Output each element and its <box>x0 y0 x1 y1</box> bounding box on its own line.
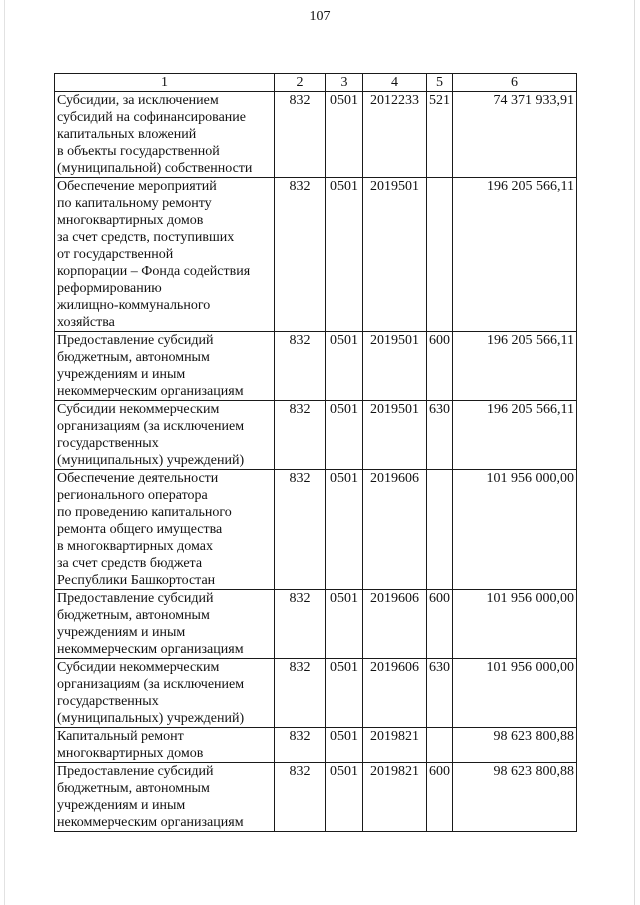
row-name-cell <box>55 763 275 832</box>
table-row <box>55 178 577 332</box>
row-ministry-code: 832 <box>275 763 326 832</box>
row-amount: 196 205 566,11 <box>453 401 577 470</box>
row-ministry-code: 832 <box>275 332 326 401</box>
row-name-line: по капитальному ремонту <box>57 196 212 211</box>
row-name-line: (муниципальных) учреждений) <box>57 711 245 726</box>
table-row <box>55 92 577 178</box>
header-col-3: 3 <box>326 74 363 92</box>
table-header-row <box>55 74 577 92</box>
row-section-code: 0501 <box>326 401 363 470</box>
row-ministry-code: 832 <box>275 92 326 178</box>
row-amount: 196 205 566,11 <box>453 332 577 401</box>
row-name-line: (муниципальных) учреждений) <box>57 453 245 468</box>
row-section-code: 0501 <box>326 590 363 659</box>
row-expense-type: 630 <box>427 659 453 728</box>
table-body <box>55 92 577 832</box>
row-name-line: государственных <box>57 694 159 709</box>
row-target-article: 2012233 <box>363 92 427 178</box>
row-name-line: ремонта общего имущества <box>57 522 223 537</box>
row-expense-type <box>427 470 453 590</box>
row-name-line: некоммерческим организациям <box>57 815 244 830</box>
header-col-1: 1 <box>55 74 275 92</box>
row-section-code: 0501 <box>326 728 363 763</box>
row-name-line: Обеспечение деятельности <box>57 471 219 486</box>
row-expense-type: 630 <box>427 401 453 470</box>
row-ministry-code: 832 <box>275 728 326 763</box>
row-target-article: 2019606 <box>363 470 427 590</box>
row-name-line: хозяйства <box>57 315 115 330</box>
row-name-cell <box>55 470 275 590</box>
row-target-article: 2019501 <box>363 401 427 470</box>
row-name-cell <box>55 401 275 470</box>
row-name-cell <box>55 659 275 728</box>
row-ministry-code: 832 <box>275 659 326 728</box>
budget-table <box>54 73 577 832</box>
row-name-cell <box>55 178 275 332</box>
row-name-line: Республики Башкортостан <box>57 573 216 588</box>
row-name-line: Предоставление субсидий <box>57 591 214 606</box>
row-name-line: Обеспечение мероприятий <box>57 179 217 194</box>
row-section-code: 0501 <box>326 332 363 401</box>
table-row <box>55 590 577 659</box>
row-name-line: реформированию <box>57 281 162 296</box>
row-section-code: 0501 <box>326 763 363 832</box>
table-row <box>55 470 577 590</box>
row-name-cell <box>55 332 275 401</box>
row-amount: 98 623 800,88 <box>453 728 577 763</box>
row-section-code: 0501 <box>326 659 363 728</box>
row-amount: 101 956 000,00 <box>453 470 577 590</box>
row-name-line: за счет средств, поступивших <box>57 230 235 245</box>
row-expense-type: 521 <box>427 92 453 178</box>
row-expense-type: 600 <box>427 763 453 832</box>
header-col-2: 2 <box>275 74 326 92</box>
table-row <box>55 332 577 401</box>
row-name-line: за счет средств бюджета <box>57 556 203 571</box>
table-row <box>55 728 577 763</box>
table-row <box>55 401 577 470</box>
row-name-line: регионального оператора <box>57 488 208 503</box>
row-expense-type <box>427 178 453 332</box>
row-section-code: 0501 <box>326 470 363 590</box>
row-target-article: 2019501 <box>363 332 427 401</box>
scan-edge-right <box>634 0 635 905</box>
row-name-line: некоммерческим организациям <box>57 642 244 657</box>
row-ministry-code: 832 <box>275 590 326 659</box>
row-amount: 196 205 566,11 <box>453 178 577 332</box>
row-name-line: организациям (за исключением <box>57 677 245 692</box>
row-name-line: бюджетным, автономным <box>57 350 210 365</box>
row-target-article: 2019606 <box>363 659 427 728</box>
row-name-line: от государственной <box>57 247 174 262</box>
row-amount: 74 371 933,91 <box>453 92 577 178</box>
row-name-line: бюджетным, автономным <box>57 608 210 623</box>
row-name-line: некоммерческим организациям <box>57 384 244 399</box>
row-name-line: учреждениям и иным <box>57 367 186 382</box>
row-name-line: многоквартирных домов <box>57 746 204 761</box>
row-name-line: жилищно-коммунального <box>57 298 211 313</box>
row-expense-type <box>427 728 453 763</box>
row-name-line: учреждениям и иным <box>57 625 186 640</box>
row-name-line: Субсидии, за исключением <box>57 93 219 108</box>
row-name-line: государственных <box>57 436 159 451</box>
row-section-code: 0501 <box>326 178 363 332</box>
row-name-line: организациям (за исключением <box>57 419 245 434</box>
row-name-cell <box>55 728 275 763</box>
row-name-line: Субсидии некоммерческим <box>57 402 220 417</box>
row-target-article: 2019501 <box>363 178 427 332</box>
row-target-article: 2019821 <box>363 728 427 763</box>
row-amount: 101 956 000,00 <box>453 590 577 659</box>
table-row <box>55 659 577 728</box>
row-expense-type: 600 <box>427 332 453 401</box>
header-col-5: 5 <box>427 74 453 92</box>
row-name-line: бюджетным, автономным <box>57 781 210 796</box>
row-name-line: Субсидии некоммерческим <box>57 660 220 675</box>
table-row <box>55 763 577 832</box>
row-target-article: 2019606 <box>363 590 427 659</box>
row-name-line: многоквартирных домов <box>57 213 204 228</box>
row-name-cell <box>55 92 275 178</box>
row-name-cell <box>55 590 275 659</box>
row-ministry-code: 832 <box>275 401 326 470</box>
row-name-line: по проведению капитального <box>57 505 232 520</box>
row-name-line: корпорации – Фонда содействия <box>57 264 251 279</box>
row-ministry-code: 832 <box>275 178 326 332</box>
row-ministry-code: 832 <box>275 470 326 590</box>
row-section-code: 0501 <box>326 92 363 178</box>
row-name-line: в объекты государственной <box>57 144 220 159</box>
row-name-line: Капитальный ремонт <box>57 729 184 744</box>
row-name-line: учреждениям и иным <box>57 798 186 813</box>
row-expense-type: 600 <box>427 590 453 659</box>
row-name-line: (муниципальной) собственности <box>57 161 253 176</box>
row-name-line: Предоставление субсидий <box>57 333 214 348</box>
row-name-line: Предоставление субсидий <box>57 764 214 779</box>
row-target-article: 2019821 <box>363 763 427 832</box>
row-amount: 98 623 800,88 <box>453 763 577 832</box>
header-col-6: 6 <box>453 74 577 92</box>
row-amount: 101 956 000,00 <box>453 659 577 728</box>
header-col-4: 4 <box>363 74 427 92</box>
row-name-line: субсидий на софинансирование <box>57 110 247 125</box>
scan-edge-left <box>4 0 5 905</box>
row-name-line: в многоквартирных домах <box>57 539 213 554</box>
row-name-line: капитальных вложений <box>57 127 197 142</box>
page-number: 107 <box>309 9 331 24</box>
